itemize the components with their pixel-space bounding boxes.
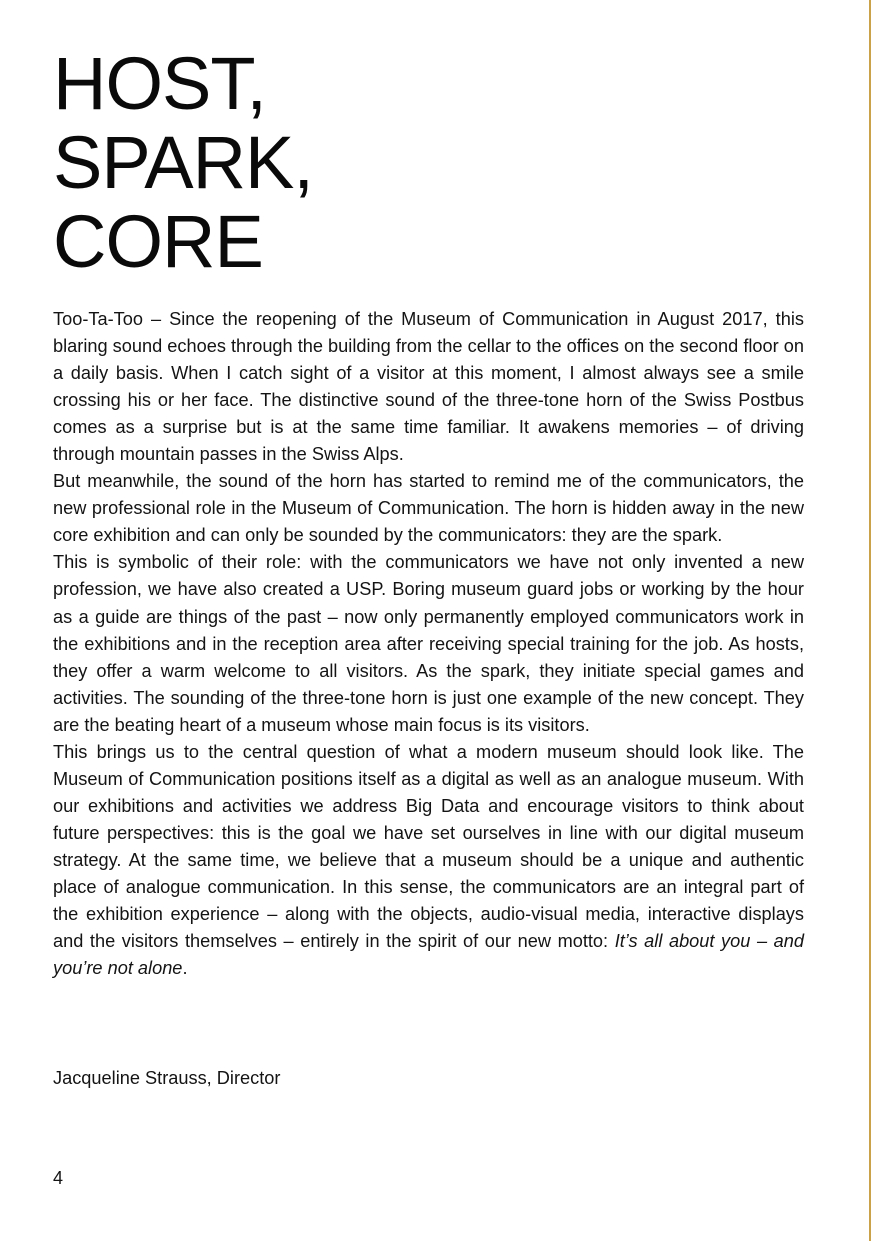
title-line-3: CORE [53, 200, 263, 283]
paragraph-4-end: . [182, 958, 188, 979]
title-line-1: HOST, [53, 42, 266, 125]
page-number: 4 [53, 1168, 64, 1188]
paragraph-3: This is symbolic of their role: with the communicators we have not only invented a new profession, we have also created a USP. Boring museum guard jobs or working by the hour as a guide are things of the past – now only permanently employed communicators work in the exhibitions and in the reception area after receiving special training for the job. As hosts, they offer a warm welcome to all visitors. As the spark, they initiate special games and activities. The sounding of the three-tone horn is just one example of the new concept. They are the beating heart of a museum whose main focus is its visitors. [53, 552, 804, 735]
author-signature: Jacqueline Strauss, Director [53, 1068, 281, 1088]
paragraph-2: But meanwhile, the sound of the horn has started to remind me of the communicators, the new professional role in the Museum of Communication. The horn is hidden away in the new core exhibition and can only be sounded by the communicators: they are the spark. [53, 471, 804, 546]
title-line-2: SPARK, [53, 121, 313, 204]
page-title [53, 44, 313, 281]
motto-text: It’s all about you – and you’re not alone [53, 931, 804, 979]
page-edge-rule [869, 0, 871, 1241]
article-body [53, 306, 804, 982]
paragraph-1: Too-Ta-Too – Since the reopening of the Museum of Communication in August 2017, this blaring sound echoes through the building from the cellar to the offices on the second floor on a daily basis. When I catch sight of a visitor at this moment, I almost always see a smile crossing his or her face. The distinctive sound of the three-tone horn of the Swiss Postbus comes as a surprise but is at the same time familiar. It awakens memories – of driving through mountain passes in the Swiss Alps. [53, 309, 804, 465]
paragraph-4 [53, 739, 804, 982]
paragraph-4-text: This brings us to the central question of what a modern museum should look like. The Museum of Communication positions itself as a digital as well as an analogue museum. With our exhibitions and activities we address Big Data and encourage visitors to think about future perspectives: this is the goal we have set ourselves in line with our digital museum strategy. At the same time, we believe that a museum should be a unique and authentic place of analogue communication. In this sense, the communicators are an integral part of the exhibition experience – along with the objects, audio-visual media, interactive displays and the visitors themselves – entirely in the spirit of our new motto: [53, 741, 804, 952]
